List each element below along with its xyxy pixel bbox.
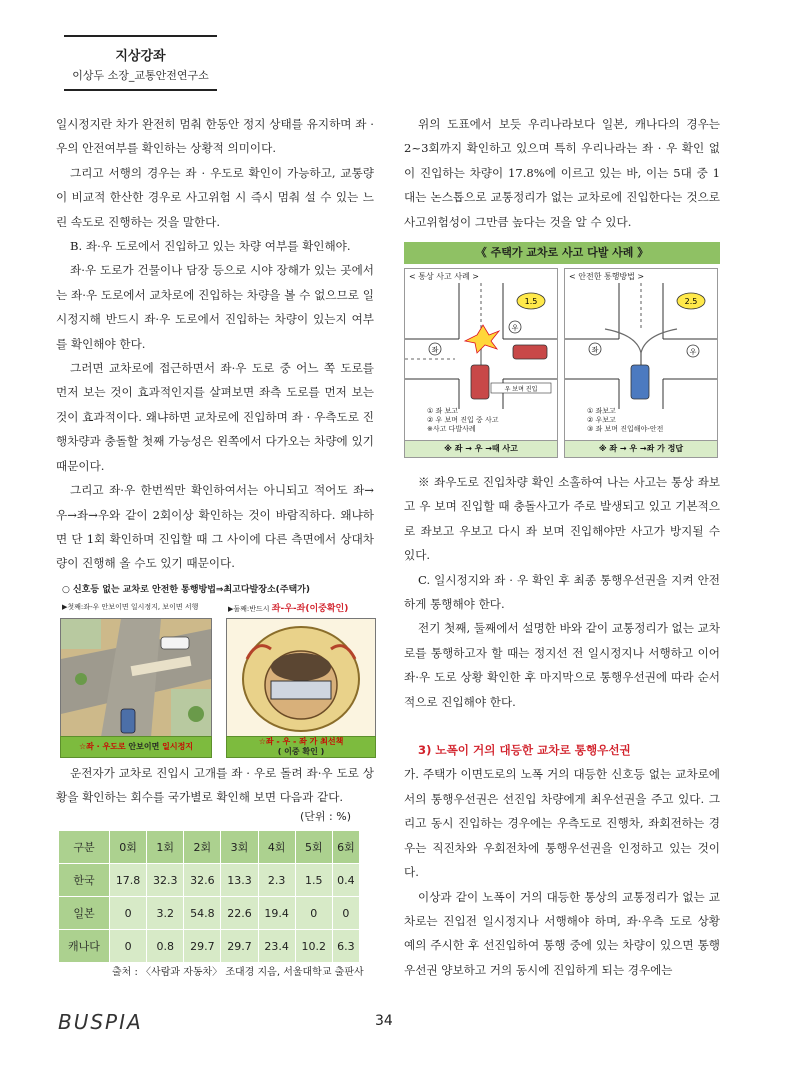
- panel-title: < 통상 사고 사례 >: [409, 272, 479, 281]
- table-row-header: 일본: [59, 897, 110, 930]
- column-title: 지상강좌: [115, 49, 166, 64]
- paragraph: 일시정지란 차가 완전히 멈춰 한동안 정지 상태를 유지하며 좌 · 우의 안전여부를 확인하는 상황적 의미이다.: [56, 117, 374, 156]
- table-cell: 32.3: [147, 864, 184, 897]
- right-road-label: 우: [689, 348, 697, 356]
- table-cell: 3.2: [147, 897, 184, 930]
- table-cell: 1.5: [295, 864, 332, 897]
- figure-subcaption-right: [228, 601, 348, 614]
- magazine-logo: BUSPIA: [58, 1010, 143, 1034]
- table-cell: 0.4: [332, 864, 359, 897]
- table-cell: 0.8: [147, 930, 184, 963]
- badge-text: 2.5: [684, 297, 698, 306]
- subheading-c: C. 일시정지와 좌 · 우 확인 후 최종 통행우선권을 지켜 안전하게 통행해야 한다.: [404, 572, 720, 612]
- right-column-top: [404, 112, 720, 234]
- accident-case-diagram: [404, 242, 720, 457]
- table-cell: 22.6: [221, 897, 258, 930]
- bar-left-part2: 안보이면: [125, 742, 163, 751]
- table-header-cell: 2회: [184, 831, 221, 864]
- table-header-cell: 5회: [295, 831, 332, 864]
- table-cell: 13.3: [221, 864, 258, 897]
- caption-bar-left: [60, 736, 212, 758]
- subcaption-highlight: 좌-우-좌(이중확인): [271, 604, 349, 614]
- table-unit: (단위 : %): [300, 810, 351, 823]
- subheading-b: B. 좌·우 도로에서 진입하고 있는 차량 여부를 확인해야.: [70, 239, 351, 254]
- page-number: 34: [375, 1013, 393, 1029]
- table-header-cell: 구분: [59, 831, 110, 864]
- bar-right-line1: ☆좌 - 우 - 좌 가 최선책: [258, 737, 344, 746]
- table-header-cell: 1회: [147, 831, 184, 864]
- table-header-cell: 4회: [258, 831, 295, 864]
- panel-legend: ① 좌보고 ② 우보고 ③ 좌 보며 진입해야-안전: [587, 407, 664, 433]
- paragraph: 운전자가 교차로 진입시 고개를 좌 · 우로 돌려 좌·우 도로 상황을 확인하는 회수를 국가별로 확인해 보면 다음과 같다.: [56, 766, 374, 805]
- diagram-title: 《 주택가 교차로 사고 다발 사례 》: [404, 242, 720, 264]
- table-row: [59, 864, 360, 897]
- paragraph: ※ 좌우도로 진입차량 확인 소홀하여 나는 사고는 통상 좌보고 우 보며 진입할 때 충돌사고가 주로 발생되고 있고 기본적으로 좌보고 우보고 다시 좌 보며 진입해야만 사고가 방지될 수 있다.: [404, 475, 720, 563]
- figure-caption: ○ 신호등 없는 교차로 안전한 통행방법⇒최고다발장소(주택가): [62, 585, 310, 595]
- table-cell: 0: [295, 897, 332, 930]
- paragraph: 가. 주택가 이면도로의 노폭 거의 대등한 신호등 없는 교차로에서의 통행우선권은 선진입 차량에게 최우선권을 주고 있다. 그리고 동시 진입하는 경우에는 우측도로 진행차, 좌회전하는 경우는 직진차와 우회전차에 통행우선권을 인정하고 있는 것이다.: [404, 767, 720, 880]
- table-cell: 2.3: [258, 864, 295, 897]
- bar-left-part1: ☆좌 · 우도로: [78, 742, 126, 751]
- table-source: 출처 : 〈사람과 자동차〉 조대경 지음, 서울대학교 출판사: [112, 967, 364, 978]
- intersection-illustration: [58, 582, 376, 760]
- paragraph: 좌·우 도로가 건물이나 담장 등으로 시야 장해가 있는 곳에서는 좌·우 도로에서 교차로에 진입하는 차량을 볼 수 없으므로 일시정지해 반드시 좌·우 도로에서 진입하는 차량이 있는지 여부를 확인해야 한다.: [56, 263, 374, 351]
- driver-cartoon-image: [226, 618, 376, 738]
- table-row-header: 한국: [59, 864, 110, 897]
- table-cell: 32.6: [184, 864, 221, 897]
- table-header-row: [59, 831, 360, 864]
- figure-subcaption-left: ▶첫째:좌-우 안보이면 일시정지, 보이면 서행: [62, 603, 199, 611]
- table-row: [59, 930, 360, 963]
- bar-right-line2: ( 이중 확인 ): [277, 747, 325, 756]
- caption-bar-right: [226, 736, 376, 758]
- street-scene-image: [60, 618, 212, 738]
- table-header-cell: 0회: [110, 831, 147, 864]
- left-column: [56, 112, 374, 576]
- panel-legend: ① 좌 보고 ② 우 보며 진입 중 사고 ※사고 다발사례: [427, 407, 499, 433]
- paragraph: 그리고 좌·우 한번씩만 확인하여서는 아니되고 적어도 좌→우→좌→우와 같이 2회이상 확인하는 것이 바람직하다. 왜냐하면 단 1회 확인하며 진입할 때 그 사이에 다른 측면에서 상대차량이 진행해 올 수도 있기 때문이다.: [56, 483, 374, 571]
- bar-left-part3: 일시정지: [162, 742, 194, 751]
- left-road-label: 좌: [431, 346, 439, 354]
- right-road-label: 우: [511, 324, 519, 332]
- table-header-cell: 6회: [332, 831, 359, 864]
- table-cell: 0: [110, 930, 147, 963]
- diagram-panel-accident: [404, 268, 558, 458]
- table-row-header: 캐나다: [59, 930, 110, 963]
- panel-caption: ※ 좌 → 우 →좌 가 정답: [565, 440, 717, 457]
- paragraph: 위의 도표에서 보듯 우리나라보다 일본, 캐나다의 경우는 2~3회까지 확인하고 있으며 특히 우리나라는 좌 · 우 확인 없이 진입하는 차량이 17.8%에 이르고 있는 바, 이는 5대 중 1대는 논스톱으로 교통정리가 없는 교차로에 진입한다는 것으로 사고위험성이 그만큼 높다는 것을 알 수 있다.: [404, 117, 720, 229]
- driver-cartoon-drawing: [227, 619, 375, 737]
- paragraph: 그리고 서행의 경우는 좌 · 우도로 확인이 가능하고, 교통량이 비교적 한산한 경우로 사고위험 시 즉시 멈춰 설 수 있는 느린 속도로 진행하는 것을 말한다.: [56, 165, 374, 229]
- head-turn-table: [58, 830, 360, 963]
- table-cell: 0: [110, 897, 147, 930]
- table-cell: 54.8: [184, 897, 221, 930]
- note-text: 우 보며 진입: [504, 386, 538, 393]
- table-cell: 0: [332, 897, 359, 930]
- column-author: 이상두 소장_교통안전연구소: [72, 69, 209, 82]
- diagram-panel-safe: [564, 268, 718, 458]
- table-cell: 23.4: [258, 930, 295, 963]
- table-cell: 17.8: [110, 864, 147, 897]
- table-cell: 6.3: [332, 930, 359, 963]
- spacer: [404, 714, 720, 738]
- badge-text: 1.5: [524, 297, 538, 306]
- street-scene-drawing: [61, 619, 211, 737]
- table-row: [59, 897, 360, 930]
- paragraph: 전기 첫째, 둘째에서 설명한 바와 같이 교통정리가 없는 교차로를 통행하고자 할 때는 정지선 전 일시정지나 서행하고 이어 좌·우 도로 상황 확인한 후 마지막으로 통행우선권에 따라 순서적으로 진입해야 한다.: [404, 621, 720, 709]
- section-heading: 3) 노폭이 거의 대등한 교차로 통행우선권: [418, 743, 631, 758]
- table-cell: 19.4: [258, 897, 295, 930]
- header-bottom-rule: [64, 89, 217, 91]
- table-cell: 10.2: [295, 930, 332, 963]
- panel-title: < 안전한 통행방법 >: [569, 272, 645, 281]
- table-cell: 29.7: [184, 930, 221, 963]
- table-header-cell: 3회: [221, 831, 258, 864]
- paragraph: 이상과 같이 노폭이 거의 대등한 통상의 교통정리가 없는 교차로는 진입전 일시정지나 서행해야 하며, 좌·우측 도로 상황 예의 주시한 후 선진입하여 통행 중에 있는 차량이 있으면 통행우선권 양보하고 거의 동시에 진입하게 되는 경우에는: [404, 889, 720, 977]
- paragraph: 그러면 교차로에 접근하면서 좌·우 도로 중 어느 쪽 도로를 먼저 보는 것이 효과적인지를 살펴보면 좌측 도로를 먼저 보는 것이 효과적이다. 왜냐하면 교차로에 진입하며 좌 · 우측도로 진행차량과 충돌할 첫째 가능성은 왼쪽에서 다가오는 차량에 있기 때문이다.: [56, 361, 374, 473]
- header-top-rule: [64, 35, 217, 37]
- table-cell: 29.7: [221, 930, 258, 963]
- panel-caption: ※ 좌 → 우 →때 사고: [405, 440, 557, 457]
- right-column-bottom: [404, 470, 720, 982]
- column-header: [64, 35, 217, 91]
- left-road-label: 좌: [591, 346, 599, 354]
- left-column-bottom: [56, 761, 374, 810]
- subcaption-prefix: ▶둘째:반드시: [228, 605, 272, 613]
